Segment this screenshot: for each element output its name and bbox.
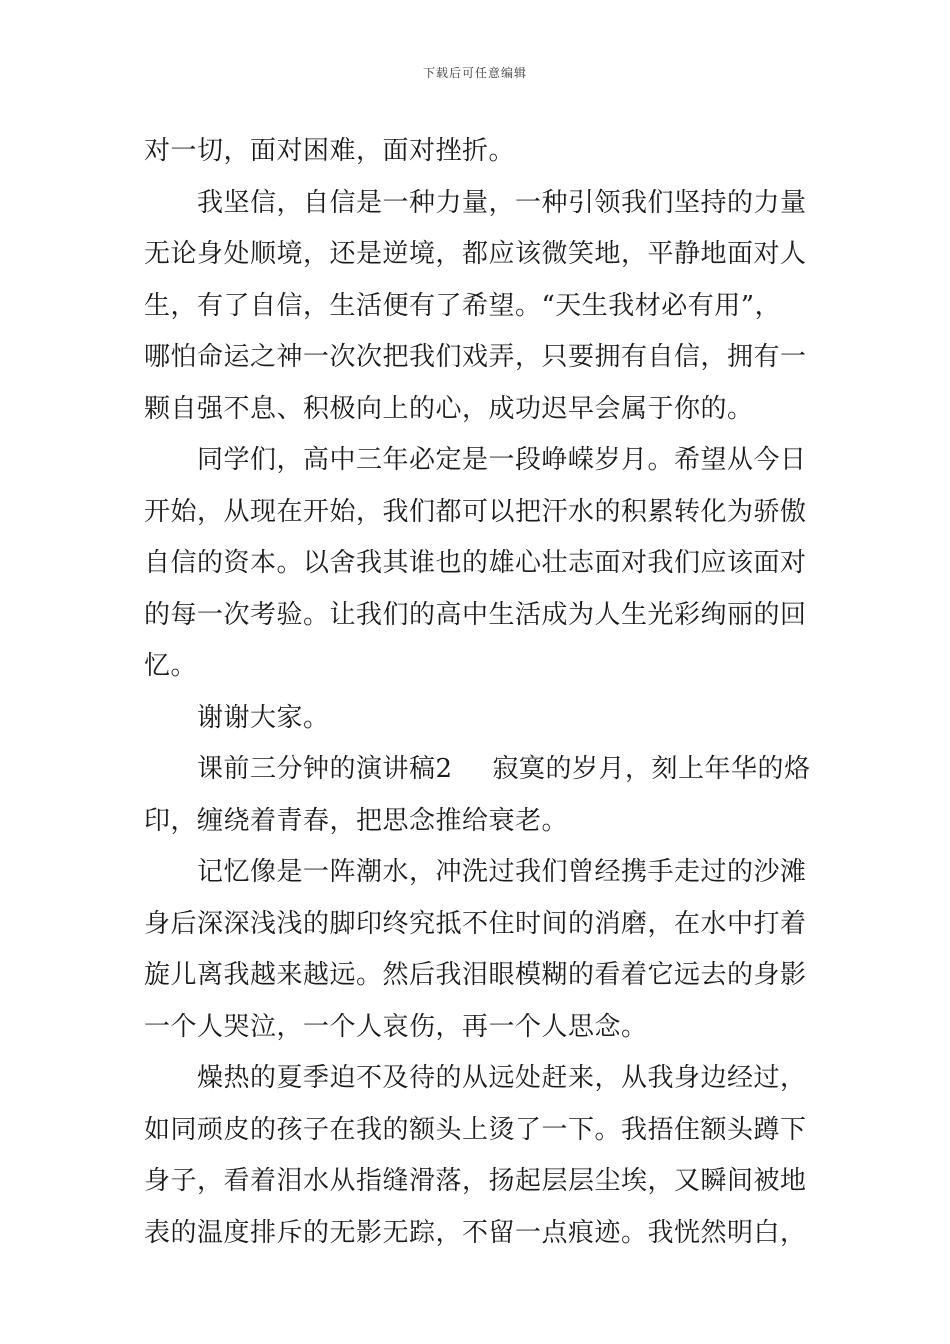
section-title-line (144, 744, 814, 796)
text-line: 旋儿离我越来越远。然后我泪眼模糊的看着它远去的身影 (144, 960, 807, 990)
text-line: 同学们，高中三年必定是一段峥嵘岁月。希望从今日 (197, 445, 807, 475)
text-line: 记忆像是一阵潮水，冲洗过我们曾经携手走过的沙滩 (197, 857, 807, 887)
text-line: 对一切，面对困难，面对挫折。 (144, 136, 516, 166)
text-line: 寂寞的岁月，刻上年华的烙 (492, 754, 811, 784)
text-line: 忆。 (144, 651, 198, 681)
text-line: 如同顽皮的孩子在我的额头上烫了一下。我捂住额头蹲下 (144, 1114, 807, 1145)
text-line: 燥热的夏季迫不及待的从远处赶来，从我身边经过， (197, 1063, 807, 1093)
document-body (144, 126, 814, 1259)
text-line: 身子，看着泪水从指缝滑落，扬起层层尘埃，又瞬间被地 (144, 1166, 807, 1196)
page-header: 下载后可任意编辑 (422, 66, 527, 80)
text-line: 生，有了自信，生活便有了希望。“天生我材必有用”， (144, 290, 782, 321)
text-line: 哪怕命运之神一次次把我们戏弄，只要拥有自信，拥有一 (144, 342, 807, 372)
text-line: 一个人哭泣，一个人哀伤，再一个人思念。 (144, 1011, 648, 1042)
text-line: 表的温度排斥的无影无踪，不留一点痕迹。我恍然明白， (144, 1217, 807, 1248)
text-line: 印，缠绕着青春，把思念推给衰老。 (144, 805, 569, 836)
section-title: 课前三分钟的演讲稿2 (197, 754, 453, 784)
text-line: 谢谢大家。 (197, 702, 330, 733)
text-line: 开始，从现在开始，我们都可以把汗水的积累转化为骄傲 (144, 496, 807, 527)
text-line: 身后深深浅浅的脚印终究抵不住时间的消磨，在水中打着 (144, 908, 807, 939)
text-line: 颗自强不息、积极向上的心，成功迟早会属于你的。 (144, 393, 754, 424)
text-line: 我坚信，自信是一种力量，一种引领我们坚持的力量 (197, 187, 807, 218)
text-line: 自信的资本。以舍我其谁也的雄心壮志面对我们应该面对 (144, 548, 807, 578)
text-line: 无论身处顺境，还是逆境，都应该微笑地，平静地面对人 (144, 239, 807, 269)
text-line: 的每一次考验。让我们的高中生活成为人生光彩绚丽的回 (144, 599, 807, 630)
